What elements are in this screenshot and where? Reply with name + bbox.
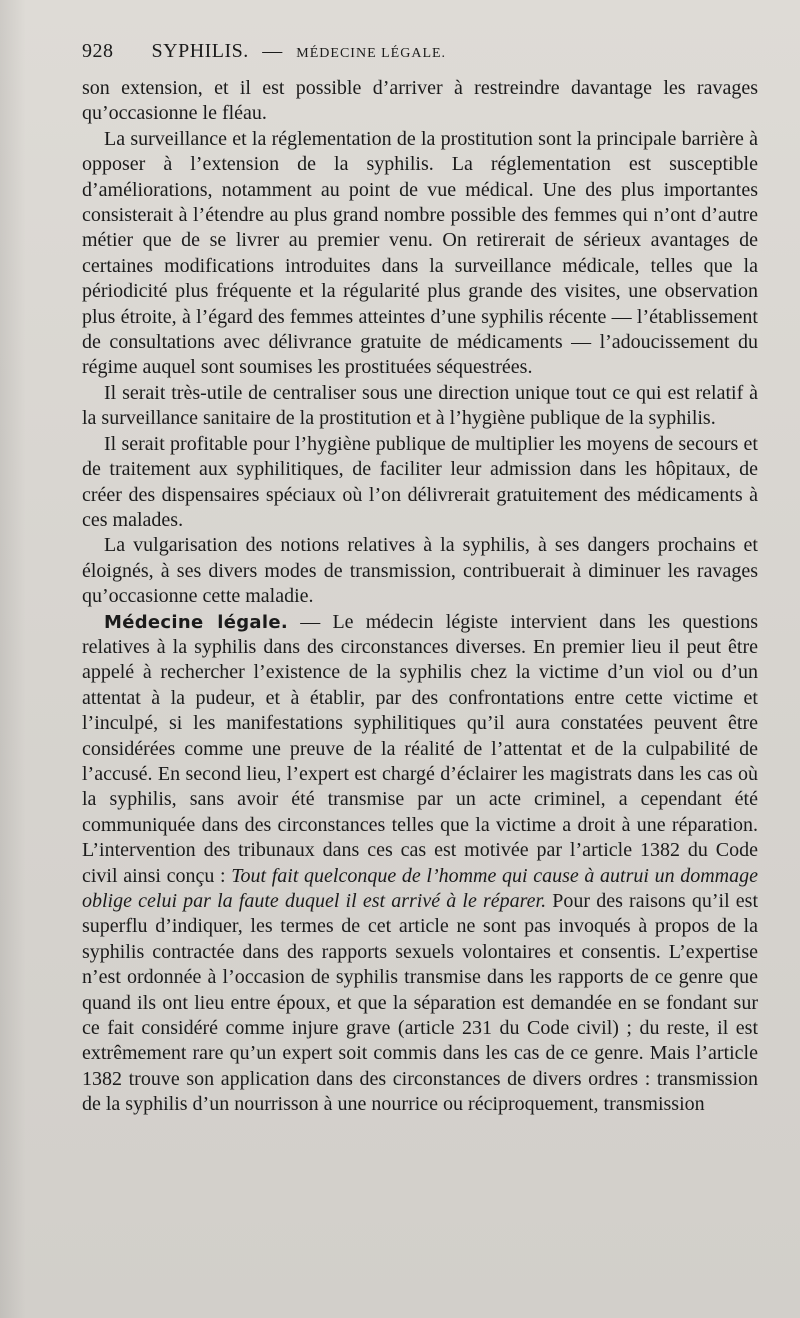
paragraph-vulgarisation: La vulgarisation des notions relatives à la syphilis, à ses dangers prochains et éloignés, à ses divers modes de transmission, contribuerait à diminuer les ravages qu’occasionne cette maladie.: [82, 534, 758, 608]
medecine-legale-text-b: Pour des raisons qu’il est superflu d’indiquer, les termes de cet article ne sont pas invoqués à propos de la syphilis contractée dans des rapports sexuels volontaires et consentis. L’expertise n’est ordonnée à l’occasion de syphilis transmise dans les rapports de ce genre que quand ils ont lieu entre époux, et que la séparation est demandée en se fondant sur ce fait considéré comme injure grave (article 231 du Code civil) ; du reste, il est extrêmement rare qu’un expert soit commis dans les cas de ce genre. Mais l’article 1382 trouve son application dans des circonstances de divers ordres : transmission de la syphilis d’un nourrisson à une nourrice ou réciproquement, transmission: [82, 890, 758, 1116]
body-text: [82, 76, 758, 1118]
paragraph-medecine-legale: [82, 610, 758, 1118]
section-heading-medecine-legale: Médecine légale.: [104, 611, 288, 633]
paragraph-secours: Il serait profitable pour l’hygiène publique de multiplier les moyens de secours et de traitement aux syphilitiques, de faciliter leur admission dans les hôpitaux, de créer des dispensaires spéciaux où l’on délivrerait gratuitement des médicaments à ces malades.: [82, 432, 758, 531]
code-civil-quote: Tout fait quelconque de l’homme qui cause à autrui un dommage oblige celui par la faute duquel il est arrivé à le réparer.: [82, 864, 758, 912]
medecine-legale-text-a: — Le médecin légiste intervient dans les questions relatives à la syphilis dans des circonstances diverses. En premier lieu il peut être appelé à rechercher l’existence de la syphilis chez la victime d’un viol ou d’un attentat à la pudeur, et à établir, par des confrontations entre cette victime et l’inculpé, si les manifestations syphilitiques qu’il aura constatées peuvent être considérées comme une preuve de la réalité de l’attentat et de la culpabilité de l’accusé. En second lieu, l’expert est chargé d’éclairer les magistrats dans les cas où la syphilis, sans avoir été transmise par un acte criminel, a cependant été communiquée dans des circonstances telles que la victime a droit à une réparation. L’intervention des tribunaux dans ces cas est motivée par l’article 1382 du Code civil ainsi conçu :: [82, 610, 758, 887]
running-title-separator: —: [262, 40, 283, 62]
running-header: [82, 40, 758, 72]
running-title-subtitle: MÉDECINE LÉGALE.: [296, 46, 447, 61]
paragraph-surveillance: La surveillance et la réglementation de la prostitution sont la principale barrière à opposer à l’extension de la syphilis. La réglementation est susceptible d’améliorations, notamment au point de vue médical. Une des plus importantes consisterait à l’étendre au plus grand nombre possible des femmes qui n’ont d’autre métier que de se livrer au premier venu. On retirerait de sérieux avantages de certaines modifications introduites dans la surveillance médicale, telles que la périodicité plus fréquente et la régularité plus grande des visites, une observation plus étroite, à l’égard des femmes atteintes d’une syphilis récente — l’établissement de consultations avec délivrance gratuite de médicaments — l’adoucissement du régime auquel sont soumises les prostituées séquestrées.: [82, 127, 758, 379]
paragraph-continuation: son extension, et il est possible d’arriver à restreindre davantage les ravages qu’occasionne le fléau.: [82, 77, 758, 125]
running-title: [152, 40, 447, 63]
page-number: 928: [82, 40, 114, 62]
paragraph-centralisation: Il serait très-utile de centraliser sous une direction unique tout ce qui est relatif à la surveillance sanitaire de la prostitution et à l’hygiène publique de la syphilis.: [82, 381, 758, 430]
running-title-main: SYPHILIS.: [151, 40, 249, 62]
